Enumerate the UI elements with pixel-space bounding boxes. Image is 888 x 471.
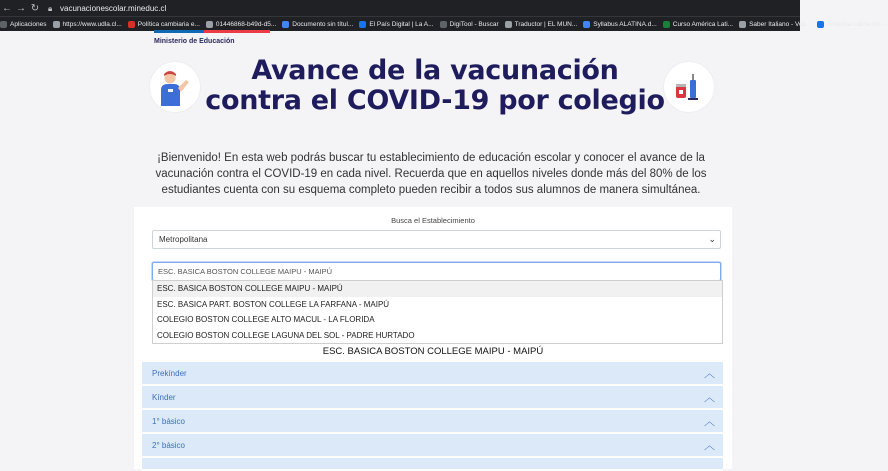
search-results-dropdown xyxy=(152,280,723,344)
bookmark-item[interactable] xyxy=(53,21,122,28)
level-accordion-prekinder[interactable] xyxy=(142,362,723,386)
bookmark-label: Curso América Lati... xyxy=(672,20,734,28)
bookmark-favicon-icon xyxy=(0,21,7,28)
bookmark-item[interactable] xyxy=(282,21,353,28)
bookmark-label: 01446868-b49d-d5... xyxy=(215,20,277,28)
bookmark-label: El País Digital | La A... xyxy=(369,20,434,28)
forward-icon[interactable]: → xyxy=(16,2,26,14)
bookmark-favicon-icon xyxy=(817,21,824,28)
bookmark-item[interactable] xyxy=(440,21,499,28)
title-line-2: contra el COVID-19 por colegio xyxy=(205,85,665,116)
level-label: 2° básico xyxy=(152,441,185,450)
title-line-1: Avance de la vacunación xyxy=(251,55,619,86)
chevron-up-icon: ︿ xyxy=(704,392,715,404)
bookmark-label: Política cambiaria e... xyxy=(137,20,200,28)
bookmark-item[interactable] xyxy=(505,21,578,28)
bookmark-label: https://www.udla.cl... xyxy=(62,20,122,28)
bookmark-favicon-icon xyxy=(206,21,213,28)
bookmark-label: Syllabus ALATINA.d... xyxy=(593,20,657,28)
reload-icon[interactable]: ↻ xyxy=(30,2,40,14)
bookmark-favicon-icon xyxy=(282,21,289,28)
level-accordion-2-basico[interactable] xyxy=(142,434,723,458)
bookmark-label: DigiTool - Buscar xyxy=(449,20,499,28)
ministry-name: Ministerio de Educación xyxy=(154,38,235,45)
region-select[interactable] xyxy=(152,230,721,249)
bookmark-label: América Latina en i... xyxy=(827,20,888,28)
search-result-item[interactable]: COLEGIO BOSTON COLLEGE ALTO MACUL - LA FLORIDA xyxy=(157,315,375,324)
bookmark-favicon-icon xyxy=(739,21,746,28)
search-result-item[interactable]: ESC. BASICA BOSTON COLLEGE MAIPU - MAIPÚ xyxy=(153,281,722,297)
selected-school-name: ESC. BASICA BOSTON COLLEGE MAIPU - MAIPÚ xyxy=(322,346,544,357)
bookmark-item[interactable] xyxy=(583,21,656,28)
bookmark-label: Documento sin títul... xyxy=(292,20,354,28)
bookmark-favicon-icon xyxy=(505,21,512,28)
bookmark-item[interactable] xyxy=(739,21,811,28)
bookmark-favicon-icon xyxy=(583,21,590,28)
level-label: Prekínder xyxy=(152,369,187,378)
bookmark-favicon-icon xyxy=(440,21,447,28)
search-label: Busca el Establecimiento xyxy=(391,216,475,225)
chevron-up-icon: ︿ xyxy=(704,440,715,452)
search-result-item[interactable]: COLEGIO BOSTON COLLEGE LAGUNA DEL SOL - PADRE HURTADO xyxy=(157,330,415,340)
browser-url-bar xyxy=(0,0,800,16)
bookmark-favicon-icon xyxy=(359,21,366,28)
chevron-down-icon: ⌄ xyxy=(708,234,716,244)
page-title xyxy=(200,56,670,116)
bookmark-item[interactable] xyxy=(0,21,47,28)
bookmark-item[interactable] xyxy=(206,21,276,28)
bookmark-item[interactable] xyxy=(359,21,433,28)
gov-stripe xyxy=(154,30,270,33)
search-result-item[interactable]: ESC. BASICA PART. BOSTON COLLEGE LA FARFANA - MAIPÚ xyxy=(157,299,390,309)
level-accordion-1-basico[interactable] xyxy=(142,410,723,434)
bookmark-favicon-icon xyxy=(663,21,670,28)
region-select-value: Metropolitana xyxy=(159,235,208,244)
address-field[interactable]: vacunacionescolar.mineduc.cl xyxy=(60,3,167,13)
chevron-up-icon: ︿ xyxy=(704,368,715,380)
bookmark-label: Aplicaciones xyxy=(10,20,47,28)
level-accordion-kinder[interactable] xyxy=(142,386,723,410)
bookmark-label: Saber Italiano - Voc... xyxy=(749,20,812,28)
level-label: Kínder xyxy=(152,393,176,402)
chevron-up-icon: ︿ xyxy=(704,416,715,428)
school-search-value: ESC. BASICA BOSTON COLLEGE MAIPU - MAIPÚ xyxy=(158,267,333,276)
bookmark-item[interactable] xyxy=(817,21,888,28)
intro-text: ¡Bienvenido! En esta web podrás buscar tu establecimiento de educación escolar y conocer el avance de la vacunación contra el COVID-19 en cada nivel. Recuerda que en aquellos niveles donde más del 80% de los estudiantes cuenta con su esquema completo pueden recibir a todos sus alumnos de manera simultánea. xyxy=(155,152,707,196)
bookmark-label: Traductor | EL MUN... xyxy=(514,20,578,28)
lock-icon[interactable]: 🔒︎ xyxy=(48,4,53,13)
level-label: 1° básico xyxy=(152,417,185,426)
student-vaccinated-icon xyxy=(150,62,200,112)
bookmark-item[interactable] xyxy=(663,21,733,28)
vaccine-syringe-icon xyxy=(664,62,714,112)
school-search-input[interactable] xyxy=(152,262,721,281)
bookmark-item[interactable] xyxy=(128,21,200,28)
bookmark-favicon-icon xyxy=(128,21,135,28)
back-icon[interactable]: ← xyxy=(2,2,12,14)
bookmarks-bar xyxy=(0,16,888,31)
level-accordion-next[interactable] xyxy=(142,458,723,471)
bookmark-favicon-icon xyxy=(53,21,60,28)
